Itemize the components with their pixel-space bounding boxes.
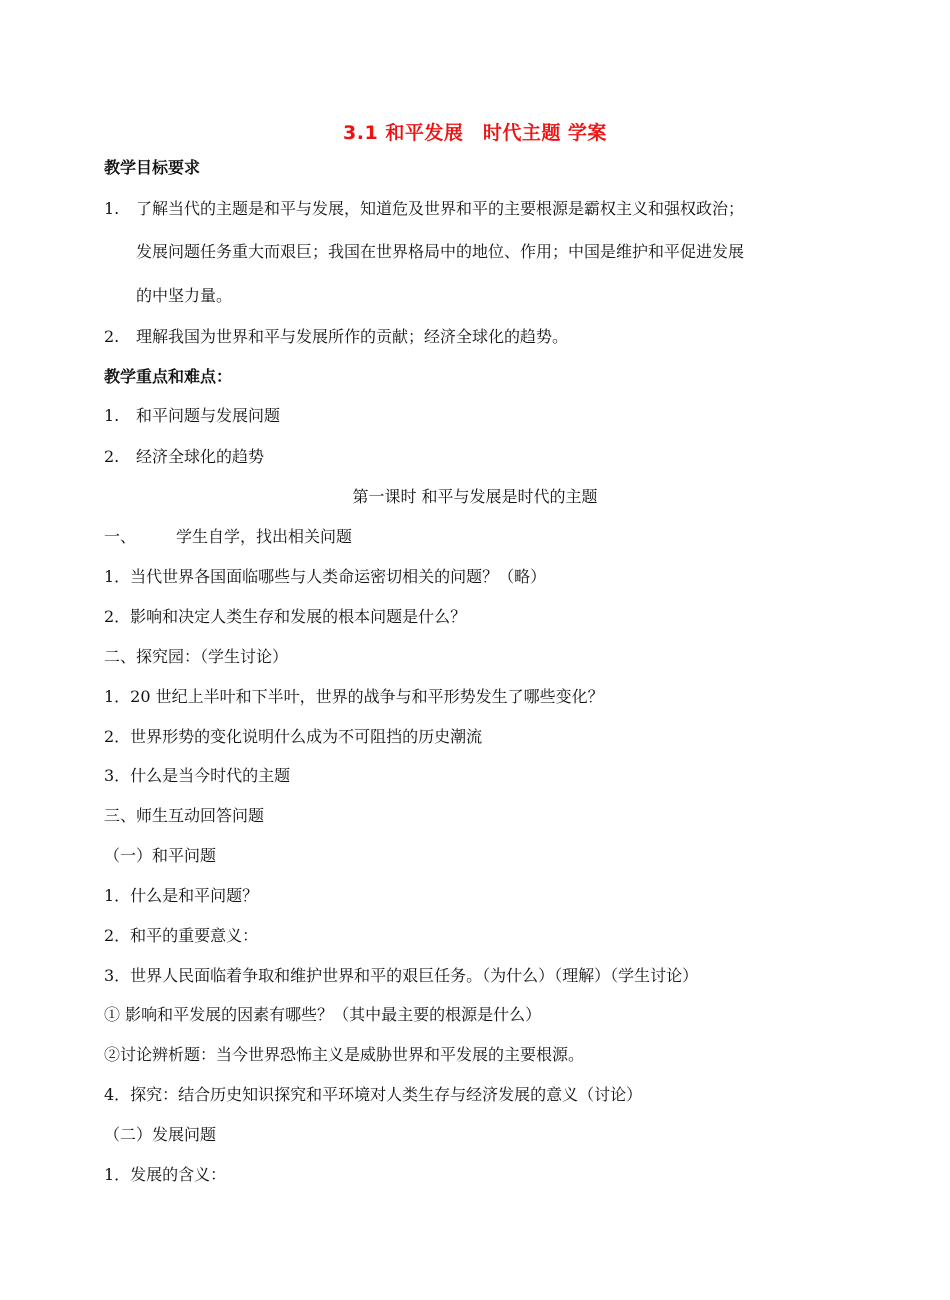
lesson-heading: 第一课时 和平与发展是时代的主题 [352,487,598,506]
section-3-heading: 三、师生互动回答问题 [104,806,265,825]
peace-question-2: 2．和平的重要意义： [104,926,259,945]
keypoints-item-1-text: 和平问题与发展问题 [136,406,281,425]
section-1-heading [104,527,352,547]
section-1-number: 一、 [104,527,137,546]
peace-circled-item-2: ②讨论辨析题：当今世界恐怖主义是威胁世界和平发展的主要根源。 [104,1045,585,1064]
keypoints-item-2-number: 2. [104,447,120,466]
goals-item-1-number: 1. [104,199,120,218]
peace-circled-item-1: ① 影响和平发展的因素有哪些？（其中最主要的根源是什么） [104,1005,542,1024]
goals-item-2 [104,327,568,347]
keypoints-item-2 [104,447,264,467]
section-1-question-1: 1．当代世界各国面临哪些与人类命运密切相关的问题？（略） [104,567,547,586]
peace-question-1: 1．什么是和平问题？ [104,886,259,905]
keypoints-item-2-text: 经济全球化的趋势 [136,447,265,466]
keypoints-item-1-number: 1. [104,406,120,425]
development-question-1: 1．发展的含义： [104,1165,227,1184]
section-2-heading: 二、探究园：（学生讨论） [104,647,289,666]
goals-item-1-text: 了解当代的主题是和平与发展，知道危及世界和平的主要根源是霸权主义和强权政治； [136,199,745,218]
goals-item-1-line-3: 的中坚力量。 [136,286,233,305]
keypoints-heading: 教学重点和难点： [104,367,233,386]
development-subheading: （二）发展问题 [104,1125,217,1144]
section-2-question-3: 3．什么是当今时代的主题 [104,766,291,785]
goals-item-2-text: 理解我国为世界和平与发展所作的贡献；经济全球化的趋势。 [136,327,569,346]
goals-heading: 教学目标要求 [104,158,201,177]
keypoints-item-1 [104,406,280,426]
peace-question-4: 4．探究：结合历史知识探究和平环境对人类生存与经济发展的意义（讨论） [104,1085,643,1104]
document-title: 3.1 和平发展 时代主题 学案 [343,122,607,144]
peace-subheading: （一）和平问题 [104,846,217,865]
section-1-question-2: 2．影响和决定人类生存和发展的根本问题是什么？ [104,607,467,626]
peace-question-3: 3．世界人民面临着争取和维护世界和平的艰巨任务。（为什么）（理解）（学生讨论） [104,966,699,985]
section-2-question-2: 2．世界形势的变化说明什么成为不可阻挡的历史潮流 [104,727,483,746]
section-1-text: 学生自学，找出相关问题 [176,527,353,546]
goals-item-1-line-2: 发展问题任务重大而艰巨；我国在世界格局中的地位、作用；中国是维护和平促进发展 [136,242,745,261]
goals-item-2-number: 2. [104,327,120,346]
section-2-question-1: 1．20 世纪上半叶和下半叶，世界的战争与和平形势发生了哪些变化？ [104,687,604,706]
goals-item-1-line-1 [104,199,744,219]
